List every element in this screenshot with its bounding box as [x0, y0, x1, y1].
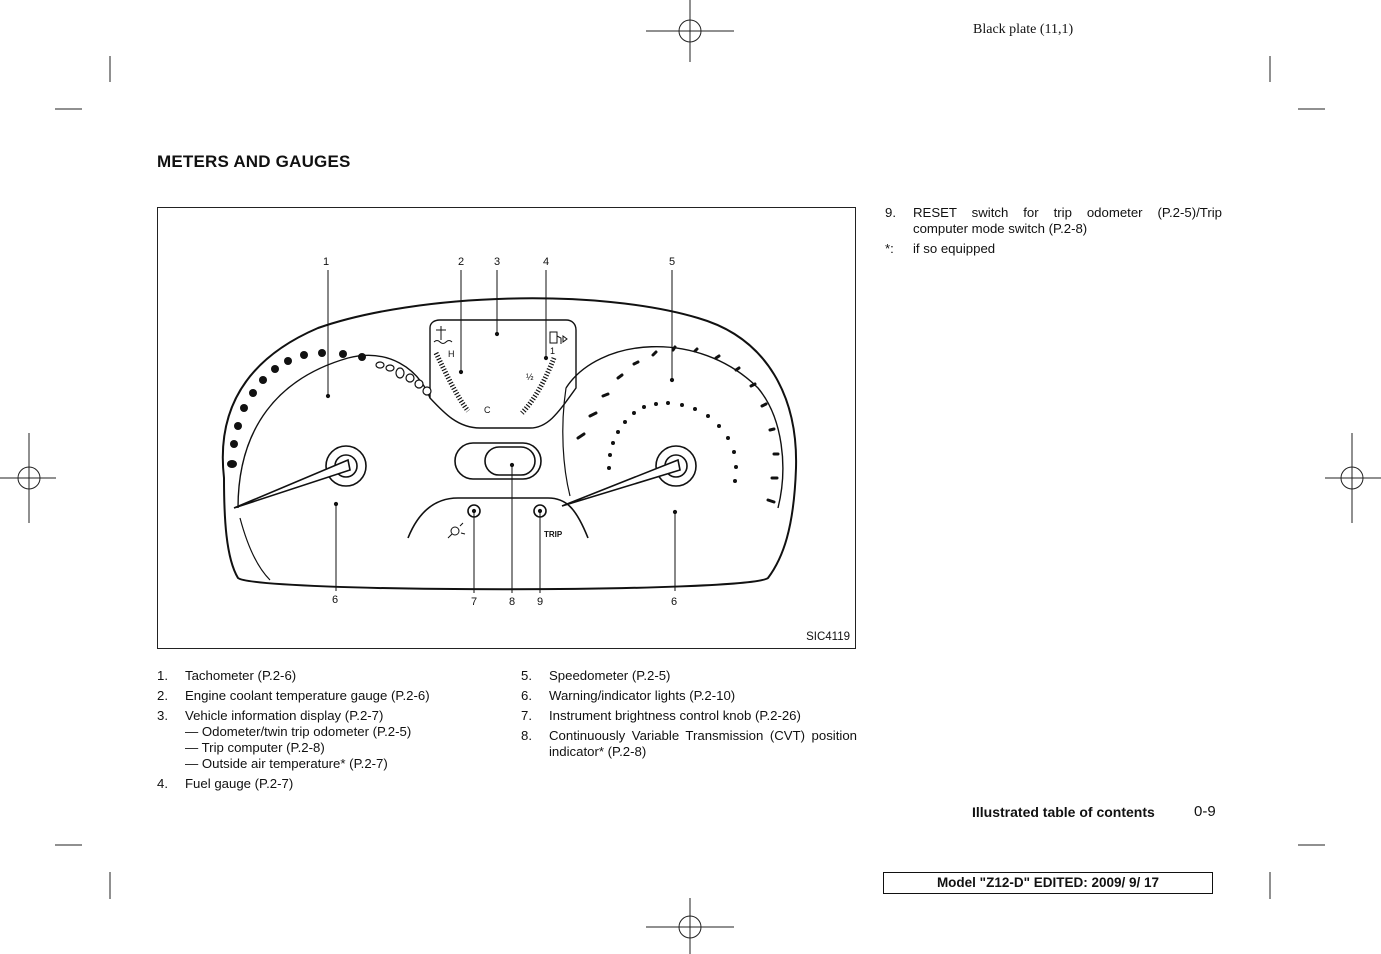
- brightness-icon: [448, 523, 465, 538]
- fuel-pump-icon: [550, 332, 567, 344]
- legend-list-left: [157, 668, 497, 796]
- sub-item: — Trip computer (P.2-8): [185, 740, 325, 755]
- list-item: 7. Instrument brightness control knob (P.2-26): [521, 708, 801, 723]
- legend-list-right: [885, 205, 1222, 261]
- temp-cold-mark: C: [484, 405, 491, 415]
- callout-4: 4: [542, 256, 550, 268]
- callout-6-right: 6: [670, 596, 678, 608]
- legend-list-middle: [521, 668, 857, 764]
- cluster-drawing: [158, 208, 857, 650]
- list-item: 2. Engine coolant temperature gauge (P.2-6): [157, 688, 430, 703]
- section-label: Illustrated table of contents: [972, 804, 1155, 820]
- list-item: 6. Warning/indicator lights (P.2-10): [521, 688, 736, 703]
- plate-label: Black plate (11,1): [973, 22, 1074, 37]
- list-item: 4. Fuel gauge (P.2-7): [157, 776, 294, 791]
- section-title: METERS AND GAUGES: [157, 152, 351, 171]
- list-item: 1. Tachometer (P.2-6): [157, 668, 297, 683]
- figure-id: SIC4119: [806, 631, 850, 643]
- callout-2: 2: [457, 256, 465, 268]
- sub-item: — Outside air temperature* (P.2-7): [185, 756, 388, 771]
- callout-5: 5: [668, 256, 676, 268]
- model-edit-box: Model "Z12-D" EDITED: 2009/ 9/ 17: [883, 872, 1213, 894]
- list-item: 3. Vehicle information display (P.2-7) — Odometer/twin trip odometer (P.2-5) — Trip computer (P.2-8) — Outside air temperature* (P.2-7): [157, 708, 497, 772]
- fuel-half-mark: ½: [526, 372, 534, 382]
- page-number: 0-9: [1194, 803, 1216, 820]
- fuel-full-mark: 1: [550, 346, 556, 356]
- callout-8: 8: [508, 596, 516, 608]
- callout-1: 1: [322, 256, 330, 268]
- trip-label: TRIP: [544, 530, 563, 539]
- callout-6-left: 6: [331, 594, 339, 606]
- instrument-cluster-figure: [157, 207, 856, 649]
- list-item: 5. Speedometer (P.2-5): [521, 668, 671, 683]
- callout-9: 9: [536, 596, 544, 608]
- list-item: 9. RESET switch for trip odometer (P.2-5)/Trip computer mode switch (P.2-8): [885, 205, 1222, 236]
- footnote: *: if so equipped: [885, 241, 996, 256]
- callout-7: 7: [470, 596, 478, 608]
- callout-3: 3: [493, 256, 501, 268]
- sub-item: — Odometer/twin trip odometer (P.2-5): [185, 724, 412, 739]
- temperature-icon: [434, 326, 452, 344]
- list-item: 8. Continuously Variable Transmission (CVT) position indicator* (P.2-8): [521, 728, 857, 759]
- temp-hot-mark: H: [448, 349, 455, 359]
